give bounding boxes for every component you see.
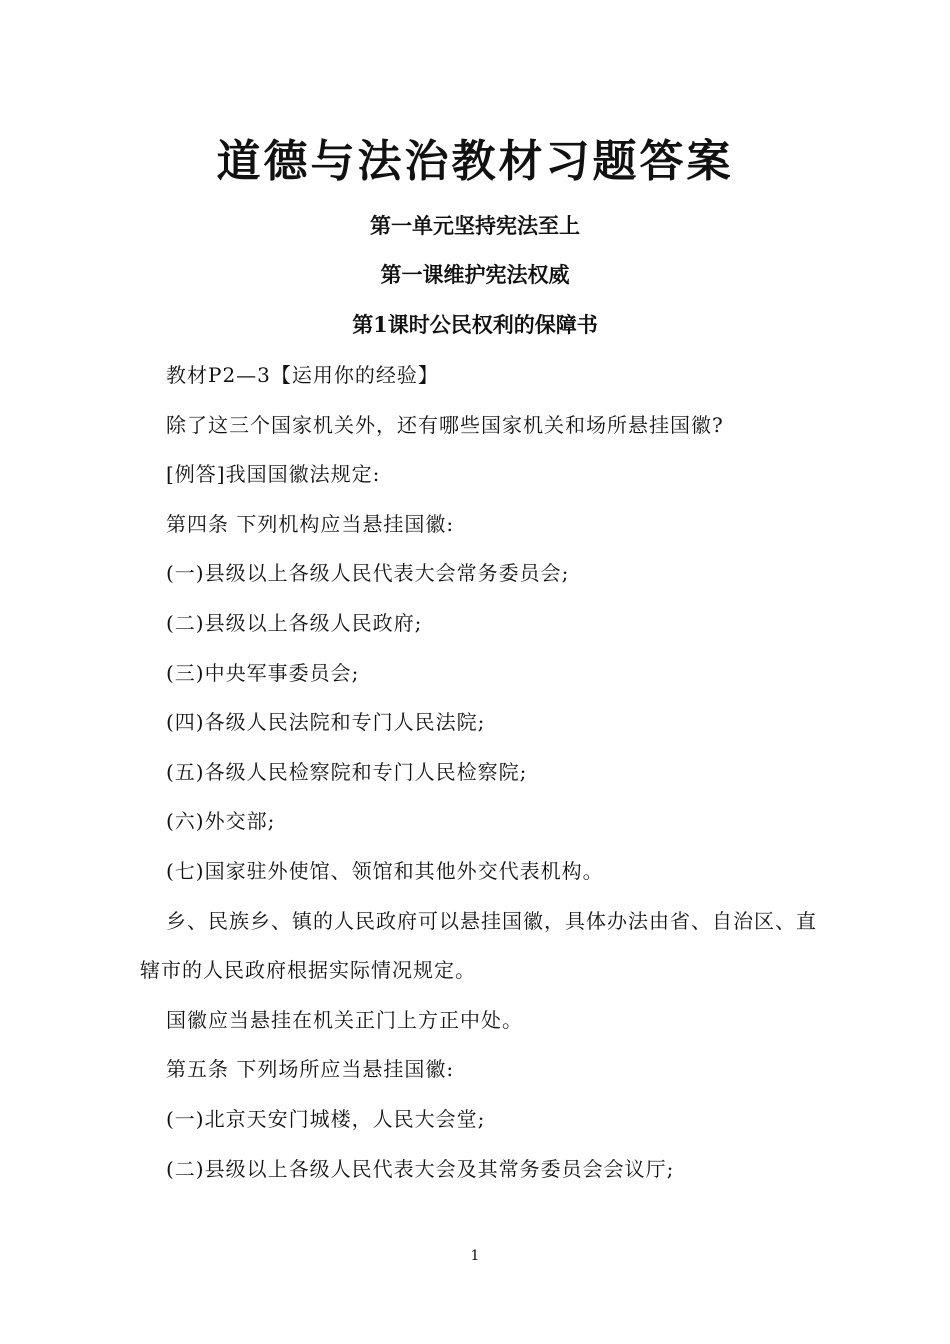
- list-item: (二)县级以上各级人民政府;: [166, 610, 423, 635]
- question-line: 除了这三个国家机关外，还有哪些国家机关和场所悬挂国徽?: [166, 412, 724, 437]
- lesson-heading: 第一课维护宪法权威: [380, 262, 570, 287]
- list-item: (三)中央军事委员会;: [166, 660, 360, 685]
- unit-heading: 第一单元坚持宪法至上: [370, 213, 580, 238]
- body-text: [140, 355, 820, 1198]
- list-item: (六)外交部;: [166, 809, 276, 834]
- paragraph-line: 乡、民族乡、镇的人民政府可以悬挂国徽，具体办法由省、自治区、直: [166, 908, 817, 933]
- article-four-line: 第四条 下列机构应当悬挂国徽:: [166, 511, 455, 536]
- section-heading: 第1课时公民权利的保障书: [352, 312, 598, 337]
- list-item: (一)北京天安门城楼，人民大会堂;: [166, 1106, 486, 1131]
- list-item: (七)国家驻外使馆、领馆和其他外交代表机构。: [166, 858, 604, 883]
- page-number: 1: [470, 1248, 480, 1264]
- answer-intro-line: [例答]我国国徽法规定:: [166, 462, 381, 487]
- paragraph-line: 辖市的人民政府根据实际情况规定。: [140, 958, 476, 983]
- article-five-line: 第五条 下列场所应当悬挂国徽:: [166, 1057, 455, 1082]
- document-title: 道德与法治教材习题答案: [216, 136, 734, 187]
- textbook-reference: 教材P2—3【运用你的经验】: [166, 363, 439, 387]
- list-item: (五)各级人民检察院和专门人民检察院;: [166, 759, 528, 784]
- list-item: (二)县级以上各级人民代表大会及其常务委员会会议厅;: [166, 1156, 675, 1181]
- list-item: (四)各级人民法院和专门人民法院;: [166, 710, 486, 735]
- paragraph-line: 国徽应当悬挂在机关正门上方正中处。: [166, 1007, 523, 1032]
- list-item: (一)县级以上各级人民代表大会常务委员会;: [166, 561, 570, 586]
